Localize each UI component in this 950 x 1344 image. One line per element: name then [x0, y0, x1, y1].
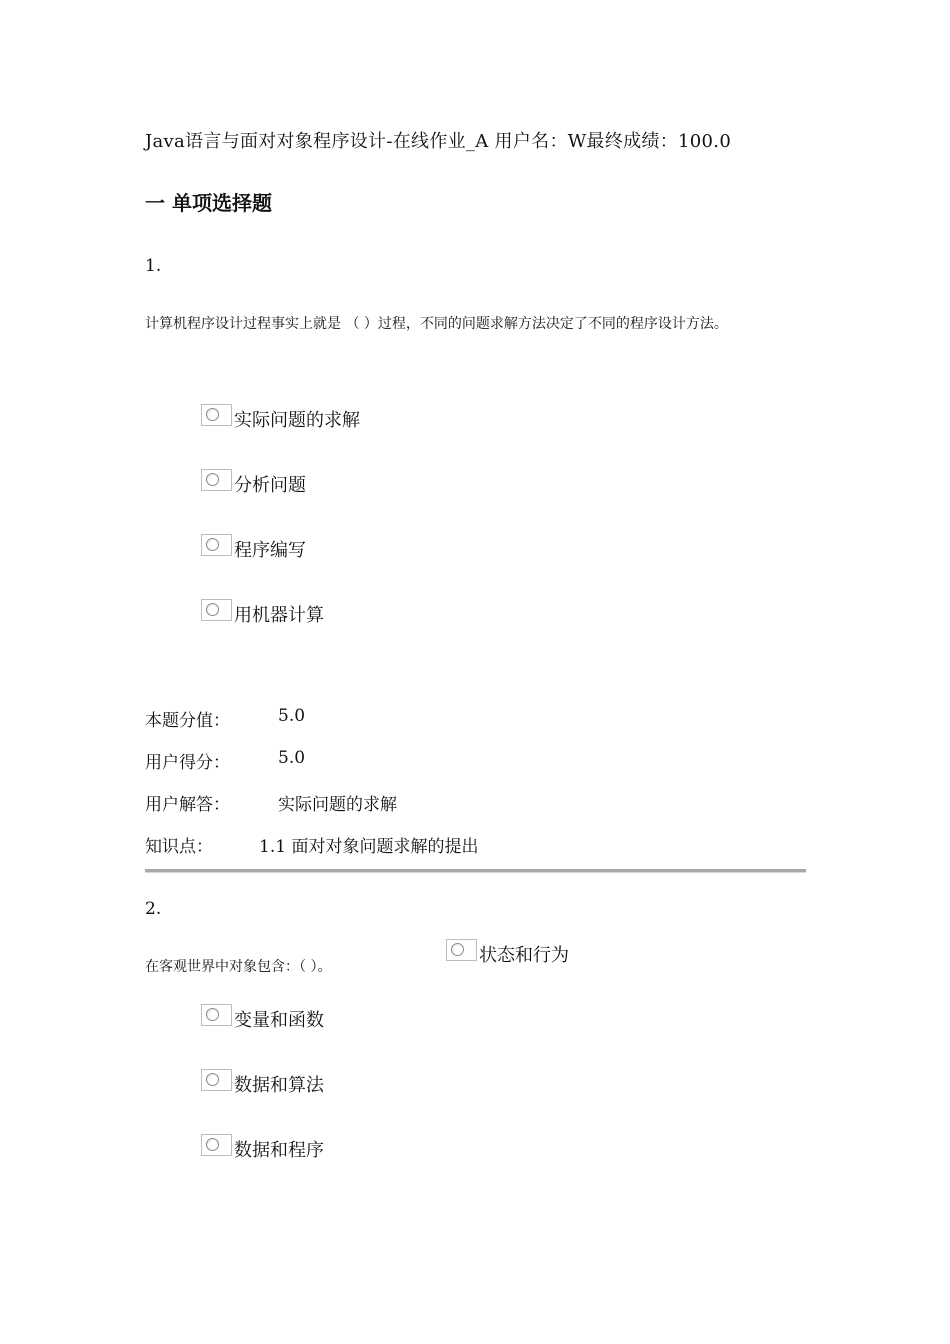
radio-circle-icon — [206, 1073, 219, 1086]
radio-circle-icon — [206, 603, 219, 616]
radio-button[interactable] — [201, 599, 232, 621]
option-label: 数据和算法 — [234, 1075, 324, 1096]
knowledge-point-label: 知识点： — [145, 837, 213, 857]
user-answer-value: 实际问题的求解 — [278, 795, 397, 815]
radio-circle-icon — [206, 1138, 219, 1151]
radio-button[interactable] — [201, 469, 232, 491]
option-label: 实际问题的求解 — [234, 410, 360, 431]
radio-circle-icon — [206, 538, 219, 551]
option-label: 变量和函数 — [234, 1010, 324, 1031]
knowledge-point-value: 1.1 面对对象问题求解的提出 — [259, 837, 479, 857]
question-2-number: 2. — [145, 899, 162, 919]
user-answer-label: 用户解答： — [145, 795, 230, 815]
question-2-option-3[interactable] — [201, 1071, 324, 1097]
user-score-value: 5.0 — [278, 748, 306, 768]
question-2-option-4[interactable] — [201, 1136, 324, 1162]
radio-circle-icon — [206, 1008, 219, 1021]
radio-circle-icon — [206, 408, 219, 421]
question-2-option-2[interactable] — [201, 1006, 324, 1032]
question-2-option-1[interactable] — [446, 941, 569, 967]
question-1-text: 计算机程序设计过程事实上就是 （ ）过程，不同的问题求解方法决定了不同的程序设计方法。 — [145, 316, 728, 332]
score-label: 本题分值： — [145, 711, 230, 731]
option-label: 用机器计算 — [234, 605, 324, 626]
question-divider — [145, 869, 806, 873]
radio-button[interactable] — [446, 939, 477, 961]
question-1-number: 1. — [145, 256, 162, 276]
radio-button[interactable] — [201, 1069, 232, 1091]
option-label: 数据和程序 — [234, 1140, 324, 1161]
question-1-option-4[interactable] — [201, 601, 324, 627]
question-2-text: 在客观世界中对象包含：（ ）。 — [145, 959, 332, 975]
question-1-option-3[interactable] — [201, 536, 306, 562]
radio-button[interactable] — [201, 1004, 232, 1026]
user-score-label: 用户得分： — [145, 753, 230, 773]
score-value: 5.0 — [278, 706, 306, 726]
page-header: Java语言与面对对象程序设计-在线作业_A 用户名：W最终成绩：100.0 — [145, 131, 732, 152]
question-1-option-1[interactable] — [201, 406, 360, 432]
radio-button[interactable] — [201, 534, 232, 556]
radio-button[interactable] — [201, 1134, 232, 1156]
option-label: 分析问题 — [234, 475, 306, 496]
section-title: 一 单项选择题 — [145, 191, 272, 215]
radio-circle-icon — [451, 943, 464, 956]
radio-circle-icon — [206, 473, 219, 486]
option-label: 状态和行为 — [479, 945, 569, 966]
question-1-option-2[interactable] — [201, 471, 306, 497]
option-label: 程序编写 — [234, 540, 306, 561]
radio-button[interactable] — [201, 404, 232, 426]
